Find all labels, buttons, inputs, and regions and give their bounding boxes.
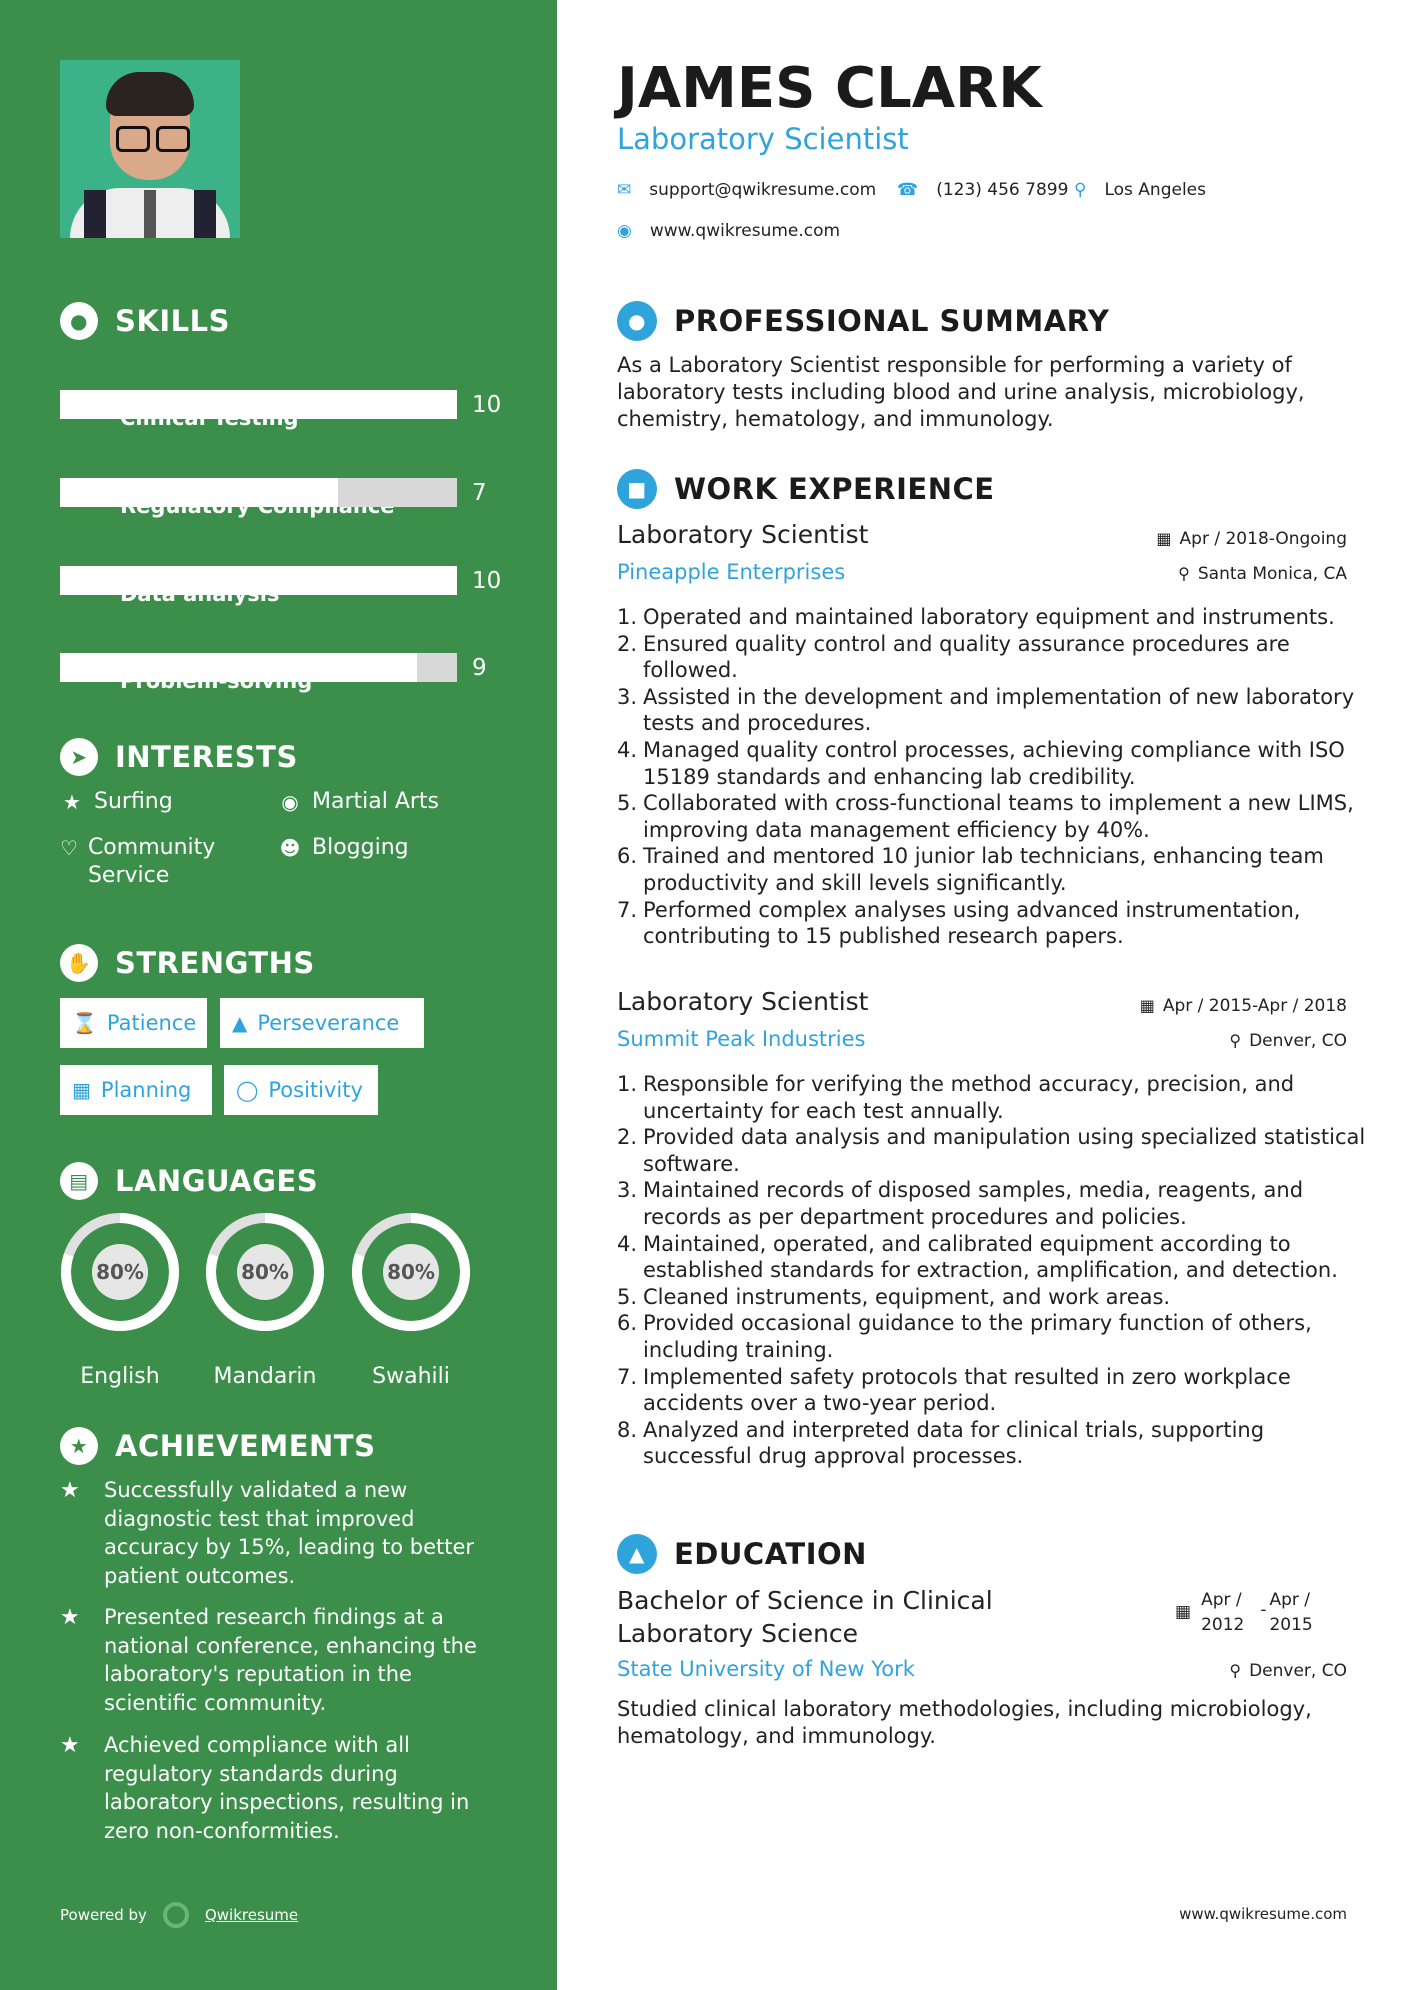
achievement-item: ★ Successfully validated a new diagnostic test that improved accuracy by 15%, leading to better patient outcomes.: [60, 1476, 480, 1590]
strength-tag: ▲ Perseverance: [220, 998, 424, 1048]
language-item: [203, 1210, 327, 1389]
skills-heading: ● SKILLS: [60, 302, 230, 340]
profile-photo: [60, 60, 240, 238]
job-dates: ▦ Apr / 2018-Ongoing: [1156, 529, 1347, 549]
pin-icon: ⚲: [1229, 1031, 1242, 1050]
job-role: Laboratory Scientist: [617, 520, 869, 549]
users-icon: ☻: [279, 836, 301, 860]
languages-heading: ▤ LANGUAGES: [60, 1162, 318, 1200]
user-icon: ●: [617, 301, 657, 341]
skill-bar: [60, 390, 457, 419]
location-contact: ⚲ Los Angeles: [1074, 180, 1206, 200]
sidebar: [0, 0, 557, 1990]
degree: Bachelor of Science in Clinical Laboratory Science: [617, 1586, 993, 1648]
powered-by: Powered by Qwikresume: [60, 1902, 298, 1928]
skill-value: 7: [472, 480, 487, 506]
interest-item: ♡ Community Service: [60, 835, 216, 888]
responsibility-item: Implemented safety protocols that resulted in zero workplace accidents over a two-year period.: [643, 1364, 1291, 1416]
calendar-icon: ▦: [72, 1078, 91, 1102]
language-percent: 80%: [387, 1260, 435, 1284]
language-name: English: [80, 1364, 160, 1389]
language-percent: 80%: [96, 1260, 144, 1284]
road-icon: ▲: [232, 1011, 248, 1035]
responsibility-item: Performed complex analyses using advanced instrumentation, contributing to 15 published research papers.: [643, 897, 1301, 949]
school: State University of New York: [617, 1657, 915, 1681]
responsibility-item: Cleaned instruments, equipment, and work areas.: [643, 1284, 1171, 1309]
summary-text: As a Laboratory Scientist responsible for performing a variety of laboratory tests including blood and urine analysis, microbiology, chemistry, hematology, and immunology.: [617, 353, 1305, 431]
education-dates: ▦ Apr / 2012 - Apr / 2015: [1175, 1588, 1313, 1638]
responsibility-item: Trained and mentored 10 junior lab technicians, enhancing team productivity and skill levels significantly.: [643, 844, 1324, 895]
phone-icon: ☎: [897, 180, 919, 200]
star-icon: ★: [63, 790, 81, 814]
main-content: [557, 0, 1407, 1990]
globe-icon: ◉: [617, 221, 632, 241]
achievement-item: ★ Presented research findings at a national conference, enhancing the laboratory's reputation in the scientific community.: [60, 1603, 480, 1717]
experience-heading: ■ WORK EXPERIENCE: [617, 469, 995, 509]
job-responsibilities: [617, 1071, 1375, 1470]
responsibility-item: Operated and maintained laboratory equipment and instruments.: [643, 605, 1335, 629]
education-text: Studied clinical laboratory methodologies, including microbiology, hematology, and immunology.: [617, 1697, 1312, 1748]
heart-icon: ♡: [60, 836, 78, 860]
skill-bar-fill: [60, 566, 457, 595]
job-location: ⚲ Denver, CO: [1229, 1031, 1347, 1051]
star-icon: ★: [60, 1478, 80, 1503]
skill-value: 10: [472, 392, 502, 418]
skill-bar-fill: [60, 478, 338, 507]
email-contact: ✉ support@qwikresume.com: [617, 180, 877, 200]
strengths-heading: ✋ STRENGTHS: [60, 944, 315, 982]
job-title: Laboratory Scientist: [617, 122, 909, 156]
strength-tag: ⌛ Patience: [60, 998, 207, 1048]
responsibility-item: Collaborated with cross-functional teams to implement a new LIMS, improving data management efficiency by 40%.: [643, 791, 1354, 842]
responsibility-item: Analyzed and interpreted data for clinical trials, supporting successful drug approval processes.: [643, 1417, 1265, 1469]
job-role: Laboratory Scientist: [617, 987, 869, 1016]
responsibility-item: Ensured quality control and quality assurance procedures are followed.: [643, 631, 1290, 683]
language-progress-ring: [203, 1210, 327, 1334]
language-name: Mandarin: [213, 1364, 317, 1389]
job-location: ⚲ Santa Monica, CA: [1178, 564, 1347, 584]
pin-icon: ⚲: [1229, 1661, 1242, 1680]
full-name: JAMES CLARK: [617, 56, 1042, 121]
circle-notch-icon: ◯: [236, 1078, 259, 1102]
responsibility-item: Managed quality control processes, achieving compliance with ISO 15189 standards and enhancing lab credibility.: [643, 737, 1345, 789]
footer-url[interactable]: www.qwikresume.com: [1179, 1905, 1347, 1923]
strength-tag: ◯ Positivity: [224, 1065, 378, 1115]
job-responsibilities: [617, 604, 1375, 950]
responsibility-item: Maintained, operated, and calibrated equipment according to established standards for extraction, amplification, and detection.: [643, 1231, 1338, 1283]
education-heading: ▲ EDUCATION: [617, 1534, 867, 1574]
skill-bar: [60, 653, 457, 682]
hand-icon: ✋: [60, 944, 98, 982]
interest-item: ◉ Martial Arts: [278, 788, 439, 816]
calendar-icon: ▦: [1175, 1602, 1192, 1622]
skill-value: 10: [472, 568, 502, 594]
skill-bar-fill: [60, 390, 457, 419]
job-company: Summit Peak Industries: [617, 1027, 866, 1051]
interests-heading: ➤ INTERESTS: [60, 738, 298, 776]
star-badge-icon: ★: [60, 1427, 98, 1465]
phone-contact: ☎ (123) 456 7899: [897, 180, 1069, 200]
paper-plane-icon: ➤: [60, 738, 98, 776]
calendar-icon: ▦: [1156, 529, 1172, 548]
job-dates: ▦ Apr / 2015-Apr / 2018: [1139, 996, 1347, 1016]
briefcase-icon: ■: [617, 469, 657, 509]
responsibility-item: Provided data analysis and manipulation using specialized statistical software.: [643, 1125, 1366, 1176]
responsibility-item: Maintained records of disposed samples, media, reagents, and records as per department procedures and policies.: [643, 1178, 1304, 1229]
summary-heading: ● PROFESSIONAL SUMMARY: [617, 301, 1109, 341]
skill-bar: [60, 566, 457, 595]
language-percent: 80%: [241, 1260, 289, 1284]
globe-icon: ◉: [281, 790, 299, 814]
star-icon: ★: [60, 1605, 80, 1630]
responsibility-item: Responsible for verifying the method accuracy, precision, and uncertainty for each test annually.: [643, 1072, 1295, 1123]
map-marker-icon: ⚲: [1074, 180, 1087, 200]
envelope-icon: ✉: [617, 180, 632, 200]
graduation-icon: ▲: [617, 1534, 657, 1574]
job-company: Pineapple Enterprises: [617, 560, 846, 584]
website-contact: ◉ www.qwikresume.com: [617, 221, 841, 241]
achievements-heading: ★ ACHIEVEMENTS: [60, 1427, 375, 1465]
language-item: [58, 1210, 182, 1389]
language-progress-ring: [58, 1210, 182, 1334]
calendar-icon: ▦: [1139, 996, 1155, 1015]
language-icon: ▤: [60, 1162, 98, 1200]
responsibility-item: Assisted in the development and implementation of new laboratory tests and procedures.: [643, 684, 1355, 736]
strength-tag: ▦ Planning: [60, 1065, 212, 1115]
hourglass-icon: ⌛: [72, 1011, 97, 1035]
interest-item: ☻ Blogging: [279, 835, 409, 860]
language-item: [349, 1210, 473, 1389]
lightbulb-icon: ●: [60, 302, 98, 340]
star-icon: ★: [60, 1733, 80, 1758]
achievement-item: ★ Achieved compliance with all regulatory standards during laboratory inspections, resulting in zero non-conformities.: [60, 1731, 480, 1845]
responsibility-item: Provided occasional guidance to the primary function of others, including training.: [643, 1311, 1312, 1362]
language-progress-ring: [349, 1210, 473, 1334]
pin-icon: ⚲: [1178, 564, 1190, 583]
skill-bar-fill: [60, 653, 417, 682]
qwikresume-logo-icon: [163, 1902, 189, 1928]
education-location: ⚲ Denver, CO: [1229, 1661, 1347, 1681]
qwikresume-link[interactable]: Qwikresume: [204, 1906, 299, 1924]
language-name: Swahili: [372, 1364, 450, 1389]
skill-value: 9: [472, 655, 487, 681]
skill-bar: [60, 478, 457, 507]
interest-item: ★ Surfing: [60, 788, 173, 816]
